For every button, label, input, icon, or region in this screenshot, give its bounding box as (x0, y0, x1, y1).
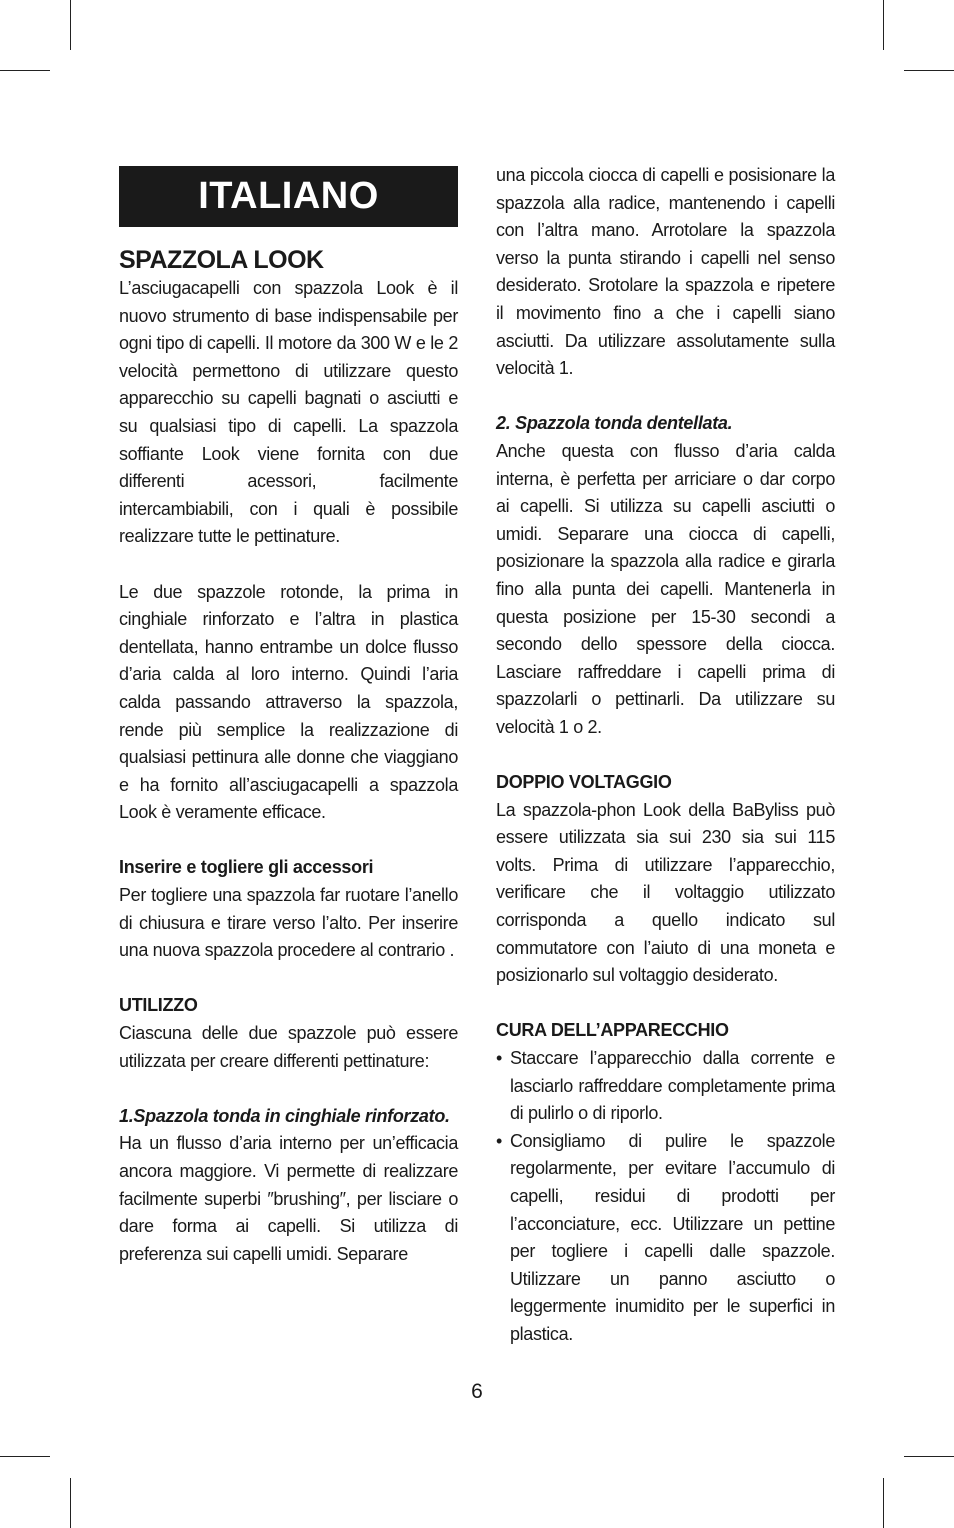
crop-mark (883, 1478, 884, 1528)
intro-paragraph: L’asciugacapelli con spazzola Look è il nuovo strumento di base indispensabile per ogni tipo di capelli. Il motore da 300 W e le 2 velocità permettono di utilizzare questo apparecchio su capelli bagnati o asciutti e su qualsiasi tipo di capelli. La spazzola soffiante Look viene fornita con due differenti acessori, facilmente intercambiabili, con i quali è possibile realizzare tutte le pettinature. (119, 278, 458, 547)
crop-mark (70, 1478, 71, 1528)
bullet-icon: • (496, 1130, 503, 1151)
usage-heading: UTILIZZO (119, 995, 198, 1016)
crop-mark (0, 1456, 50, 1457)
crop-mark (883, 0, 884, 50)
voltage-paragraph: La spazzola-phon Look della BaByliss può essere utilizzata sia sui 230 sia sui 115 volts. Prima di utilizzare l’apparecchio, verificare che il voltaggio utilizzato corrisponda a quello indicato sul commutatore con l’aiuto di una moneta e posizionarlo sul voltaggio desiderato. (496, 799, 835, 986)
language-banner: ITALIANO (119, 166, 458, 227)
care-item-text: Staccare l’apparecchio dalla corrente e lasciarlo raffreddare completamente prima di pulirlo o di riporlo. (510, 1048, 835, 1124)
crop-mark (904, 1456, 954, 1457)
brushes-paragraph: Le due spazzole rotonde, la prima in cinghiale rinforzato e l’altra in plastica dentellata, hanno entrambe un dolce flusso d’aria calda al loro interno. Quindi l’aria calda passando attraverso la spazzola, rende più semplice la realizzazione di qualsiasi pettinura alle donne che viaggiano e ha fornito all’asciugacapelli a spazzola Look è veramente efficace. (119, 581, 458, 823)
brush1-paragraph: Ha un flusso d’aria interno per un’efficacia ancora maggiore. Vi permette di realizzare facilmente superbi ″brushing″, per lisciare o dare forma ai capelli. Si utilizza di preferenza sui capelli umidi. Separare (119, 1133, 458, 1264)
left-column (119, 166, 458, 1268)
brush1-continued-paragraph: una piccola ciocca di capelli e posisionare la spazzola alla radice, mantenendo i capelli con l’altra mano. Arrotolare la spazzola verso la punta stirando i capelli nel senso desiderato. Srotolare la spazzola e ripetere il movimento fino a che i capelli siano asciutti. Da utilizzare assolutamente sulla velocità 1. (496, 165, 835, 379)
usage-paragraph: Ciascuna delle due spazzole può essere utilizzata per creare differenti pettinature: (119, 1023, 458, 1071)
list-item (496, 1128, 835, 1349)
accessories-paragraph: Per togliere una spazzola far ruotare l’anello di chiusura e tirare verso l’alto. Per inserire una nuova spazzola procedere al contrario . (119, 885, 458, 961)
care-heading: CURA DELL’APPARECCHIO (496, 1020, 729, 1041)
right-column (496, 162, 835, 1349)
crop-mark (0, 70, 50, 71)
page-number: 6 (471, 1380, 483, 1403)
care-item-text: Consigliamo di pulire le spazzole regolarmente, per evitare l’accumulo di capelli, residui di prodotti per l’acconciature, ecc. Utilizzare un pettine per togliere i capelli dalle spazzole. Utilizzare un panno asciutto o leggermente inumidito per le superfici in plastica. (510, 1130, 835, 1344)
voltage-heading: DOPPIO VOLTAGGIO (496, 772, 672, 793)
product-title: SPAZZOLA LOOK (119, 246, 324, 274)
list-item (496, 1045, 835, 1128)
brush2-paragraph: Anche questa con flusso d’aria calda interna, è perfetta per arriciare o dar corpo ai capelli. Si utilizza su capelli asciutti o umidi. Separare una ciocca di capelli, posizionare la spazzola alla radice e girarla fino alla punta dei capelli. Mantenerla in questa posizione per 15-30 secondi a secondo dello spessore della ciocca. Lasciare raffreddare i capelli prima di spazzolarli o pettinarli. Da utilizzare su velocità 1 o 2. (496, 440, 835, 737)
care-list (496, 1045, 835, 1349)
crop-mark (70, 0, 71, 50)
bullet-icon: • (496, 1048, 503, 1068)
brush2-heading: 2. Spazzola tonda dentellata. (496, 413, 733, 434)
brush1-heading: 1.Spazzola tonda in cinghiale rinforzato. (119, 1105, 450, 1126)
crop-mark (904, 70, 954, 71)
accessories-heading: Inserire e togliere gli accessori (119, 857, 374, 878)
